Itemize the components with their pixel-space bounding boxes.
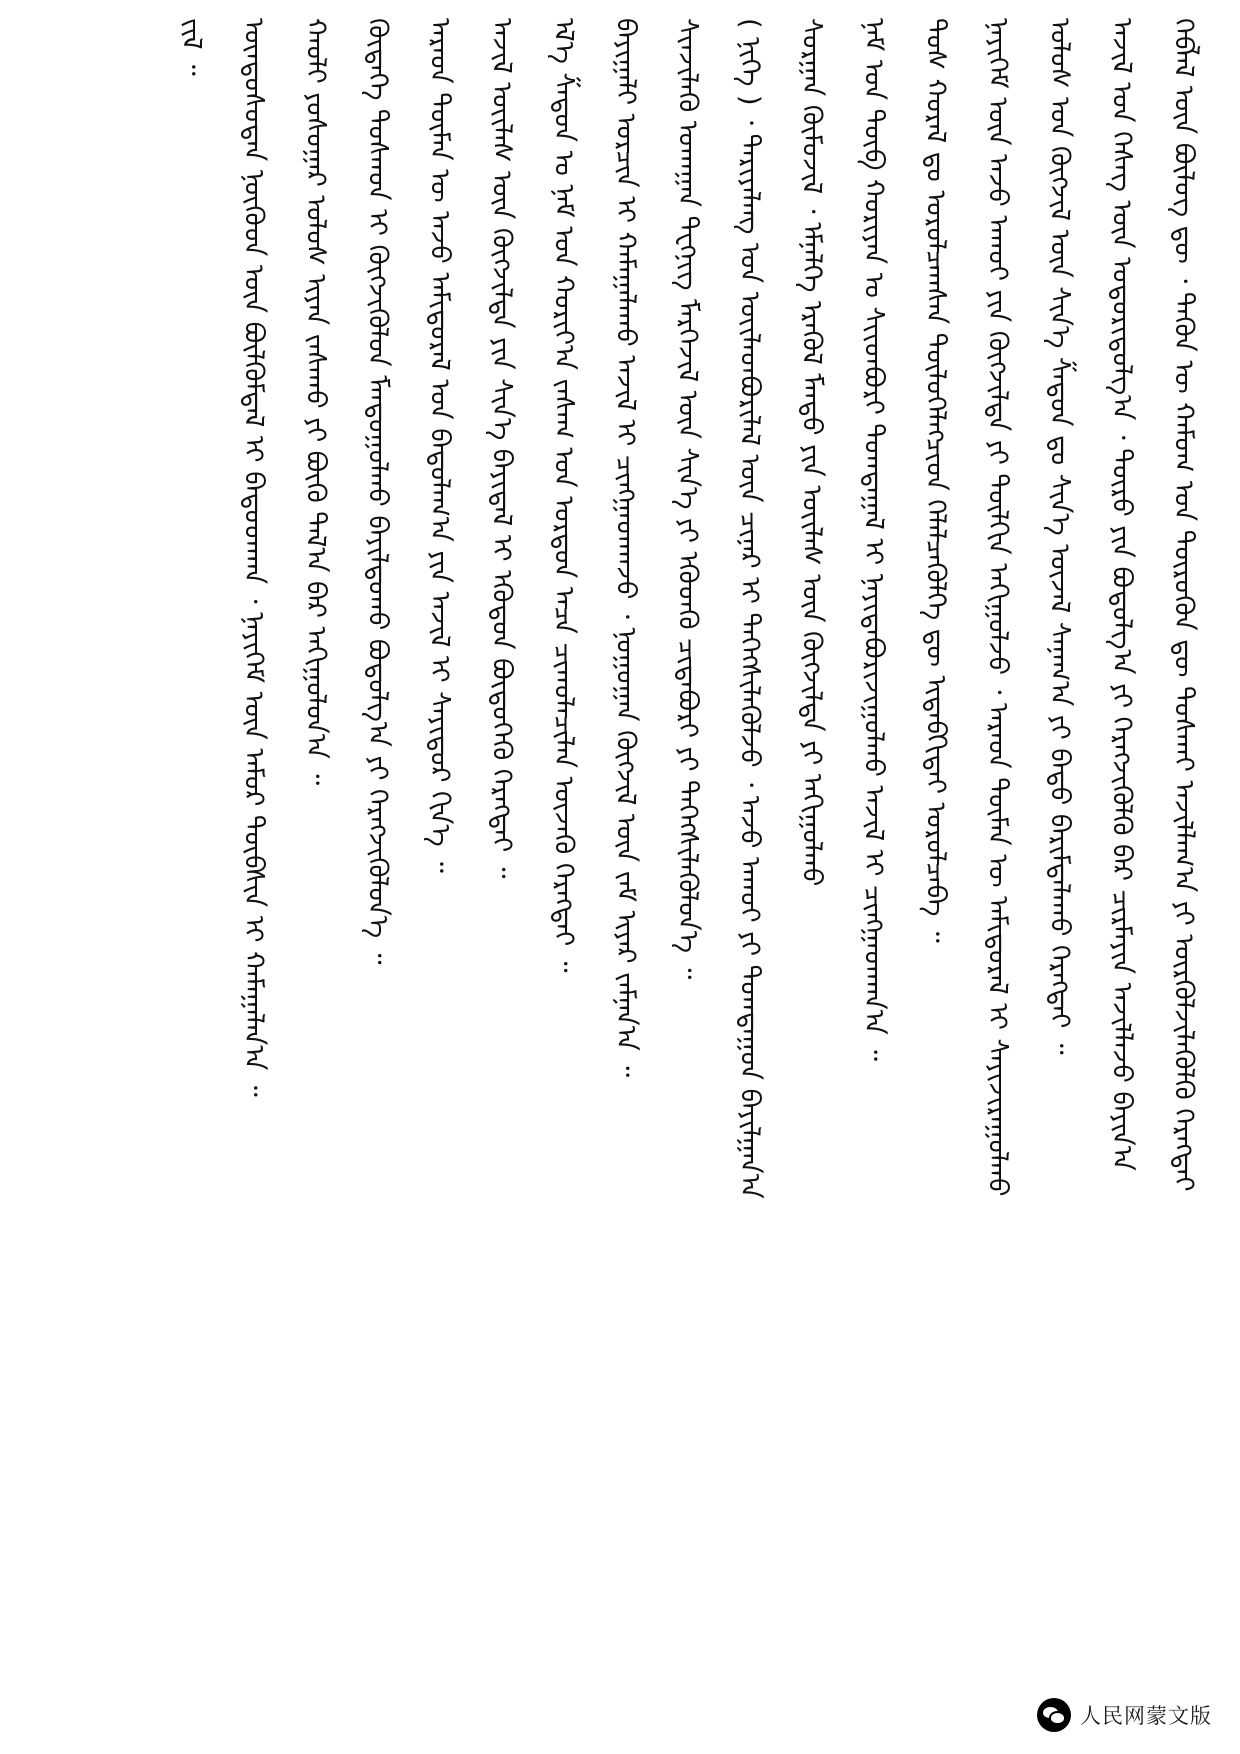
- source-badge-label: 人民网蒙文版: [1080, 1704, 1212, 1728]
- text-column: ᠨᠠᠮ ᠤᠨ ᠲᠥᠪ ᠬᠣᠷᠢᠶᠠᠨ ᠤ ᠰᠢᠢᠳᠪᠦᠷᠢ ᠲᠣᠭᠲᠠᠭᠠᠯ ᠢ ᠨᠠᠶᠢᠳᠠᠪᠤᠷᠢᠵᠢᠭᠤᠯᠬᠤ ᠠᠵᠢᠯ ᠢ ᠴᠢᠩᠭᠠᠳᠬᠠᠨ᠎ᠠ ᠃: [858, 18, 889, 1062]
- text-column: ᠰᠤᠷᠭᠠᠨ ᠬᠥᠮᠦᠵᠢᠯ ᠂ ᠡᠮᠨᠡᠯᠭᠡ ᠡᠷᠡᠭᠦᠯ ᠮᠡᠨᠳᠦ ᠶᠢᠨ ᠦᠢᠯᠡᠰ ᠦᠨ ᠬᠥᠭᠵᠢᠯᠲᠡ ᠶᠢ ᠠᠬᠢᠭᠤᠯᠬᠤ: [796, 18, 827, 887]
- text-column: ᠡᠯ᠎ᠡ ᠱᠠᠲᠤᠨ ᠤ ᠨᠠᠮ ᠤᠨ ᠬᠣᠷᠢᠶ᠎ᠠ ᠵᠠᠰᠠᠭ ᠤᠨ ᠣᠷᠳᠤᠨ ᠠᠴᠠ ᠴᠢᠬᠤᠯᠠᠴᠢᠯᠠᠨ ᠦᠵᠡᠬᠦ ᠬᠡᠷᠡᠭᠲᠡᠢ ᠃: [548, 18, 579, 973]
- text-column: ( ᠨᠢᠭᠡ ) ᠂ ᠲᠠᠷᠢᠶᠠᠯᠠᠩ ᠤᠨ ᠦᠢᠯᠡᠳᠪᠦᠷᠢᠯᠡᠯ ᠦᠨ ᠴᠢᠨᠠᠷ ᠢ ᠳᠡᠭᠡᠭᠰᠢᠯᠡᠭᠦᠯᠵᠦ ᠂ ᠠᠵᠤ ᠠᠬᠤᠢ ᠶᠢ ᠲᠣᠭᠲᠠᠭᠤᠨ ᠪᠠᠶᠢᠯᠭᠠᠨ᠎ᠠ: [734, 18, 765, 1199]
- text-column: ᠵᠢᠯ ᠃: [176, 18, 207, 76]
- text-column: ᠬᠡᠪᠯᠡᠯ ᠦᠨ ᠪᠦᠯᠦᠭ ᠳᠦ ᠂ ᠲᠡᠭᠦᠨ ᠦ ᠬᠠᠮᠤᠭ ᠤᠨ ᠲᠦᠷᠦᠭᠦᠨ ᠳᠦ ᠲᠤᠰᠬᠠᠢ ᠠᠵᠢᠯᠯᠠᠭ᠎ᠠ ᠶᠢ ᠦᠷᠭᠦᠯᠵᠢᠯᠡᠭᠦᠯᠬᠦ ᠬᠡᠷᠡᠭᠲᠡᠢ: [1168, 18, 1199, 1192]
- text-column: ᠠᠵᠢᠯ ᠤᠨ ᠬᠡᠰᠡᠭ ᠦᠨ ᠤᠳᠤᠷᠢᠳᠤᠯᠭ᠎ᠠ ᠂ ᠲᠦᠷᠦ ᠶᠢᠨ ᠪᠣᠳᠤᠯᠭ᠎ᠠ ᠶᠢ ᠬᠡᠷᠡᠭᠵᠢᠭᠦᠯᠬᠦ ᠪᠡᠷ ᠴᠢᠷᠮᠠᠶᠢᠨ ᠠᠵᠢᠯᠯᠠᠵᠤ ᠪᠠᠶᠢᠨ᠎ᠠ: [1106, 18, 1137, 1171]
- wechat-icon: [1037, 1698, 1071, 1732]
- source-badge: [1037, 1698, 1212, 1732]
- text-column: ᠪᠠᠶᠢᠭᠠᠯᠢ ᠣᠷᠴᠢᠨ ᠢ ᠬᠠᠮᠠᠭᠠᠯᠠᠬᠤ ᠠᠵᠢᠯ ᠢ ᠴᠢᠩᠭᠠᠳᠬᠠᠵᠤ ᠂ ᠨᠣᠭᠤᠭᠠᠨ ᠬᠥᠭᠵᠢᠯ ᠦᠨ ᠵᠠᠮ ᠢᠶᠠᠷ ᠵᠠᠮᠨᠠᠨ᠎ᠠ ᠃: [610, 18, 641, 1078]
- text-column: ᠠᠵᠢᠯ ᠦᠢᠯᠡᠰ ᠦᠨ ᠬᠥᠭᠵᠢᠯᠲᠡ ᠶᠢᠨ ᠰᠢᠨ᠎ᠡ ᠪᠠᠶᠢᠳᠠᠯ ᠢ ᠡᠭᠦᠳᠦᠨ ᠪᠦᠲᠦᠭᠡᠬᠦ ᠬᠡᠷᠡᠭᠲᠡᠢ ᠃: [486, 18, 517, 879]
- text-column: ᠰᠢᠨᠵᠢᠯᠡᠬᠦ ᠤᠬᠠᠭᠠᠨ ᠲᠧᠭᠨᠢᠭ ᠮᠡᠷᠭᠡᠵᠢᠯ ᠦᠨ ᠰᠢᠨ᠎ᠡ ᠶᠢ ᠡᠭᠦᠳᠬᠦ ᠴᠢᠳᠠᠪᠤᠷᠢ ᠶᠢ ᠳᠡᠭᠡᠭᠰᠢᠯᠡᠭᠦᠯᠦᠨ᠎ᠡ ᠃: [672, 18, 703, 980]
- text-column: ᠠᠷᠠᠳ ᠲᠦᠮᠡᠨ ᠦ ᠠᠵᠤ ᠠᠮᠢᠳᠤᠷᠠᠯ ᠤᠨ ᠪᠠᠲᠤᠯᠠᠭ᠎ᠠ ᠶᠢᠨ ᠠᠵᠢᠯ ᠢ ᠰᠠᠶᠢᠲᠤᠷ ᠬᠢᠨ᠎ᠡ ᠃: [424, 18, 455, 873]
- text-column: ᠬᠠᠤᠯᠢ ᠶᠣᠰᠤᠭᠠᠷ ᠤᠯᠤᠰ ᠢᠶᠠᠨ ᠵᠠᠰᠠᠬᠤ ᠶᠢ ᠪᠦᠬᠦ ᠲᠠᠯ᠎ᠠ ᠪᠠᠷ ᠠᠬᠢᠭᠤᠯᠤᠨ᠎ᠠ ᠃: [300, 18, 331, 786]
- text-column: ᠤᠯᠤᠰ ᠤᠨ ᠬᠥᠭᠵᠢᠯ ᠦᠨ ᠰᠢᠨ᠎ᠡ ᠱᠠᠲᠤᠨ ᠳᠤ ᠰᠢᠨ᠎ᠡ ᠦᠵᠡᠯ ᠰᠠᠨᠠᠭ᠎ᠠ ᠶᠢ ᠪᠠᠲᠤ ᠪᠠᠷᠢᠮᠲᠠᠯᠠᠬᠤ ᠬᠡᠷᠡᠭᠲᠡᠢ ᠃: [1044, 18, 1075, 1055]
- document-body: [24, 18, 1214, 1658]
- text-column: ᠬᠥᠳᠡᠭᠡ ᠲᠣᠰᠬᠤᠨ ᠢ ᠬᠥᠭᠵᠢᠭᠦᠯᠦᠨ ᠮᠠᠨᠳᠤᠭᠤᠯᠬᠤ ᠪᠠᠶᠢᠯᠳᠤᠬᠤ ᠪᠣᠳᠤᠯᠭ᠎ᠠ ᠶᠢ ᠬᠡᠷᠡᠭᠵᠢᠭᠦᠯᠦᠨ᠎ᠡ ᠃: [362, 18, 393, 965]
- text-column: ᠲᠤᠰ ᠬᠤᠷᠠᠯ ᠳᠤ ᠣᠷᠤᠯᠴᠠᠭᠰᠠᠨ ᠲᠥᠯᠥᠭᠡᠯᠡᠭᠴᠢᠳ ᠬᠡᠯᠡᠯᠴᠡᠭᠦᠯᠭᠡ ᠳᠦ ᠢᠳᠡᠪᠬᠢᠲᠡᠢ ᠣᠷᠤᠯᠴᠠᠪᠠ ᠃: [920, 18, 951, 943]
- text-column: ᠦᠨᠳᠦᠰᠦᠲᠡᠨ ᠨᠦᠭᠦᠳ ᠦᠨ ᠪᠦᠯᠬᠦᠮᠳᠡᠯ ᠢ ᠪᠠᠲᠤᠳᠬᠠᠨ ᠂ ᠨᠡᠶᠢᠭᠡᠮ ᠦᠨ ᠠᠮᠤᠷ ᠲᠦᠪᠰᠢᠨ ᠢ ᠬᠠᠮᠠᠭᠠᠯᠠᠨ᠎ᠠ ᠃: [238, 18, 269, 1097]
- text-column: ᠨᠡᠶᠢᠭᠡᠮ ᠦᠨ ᠠᠵᠤ ᠠᠬᠤᠢ ᠶᠢᠨ ᠬᠥᠭᠵᠢᠯᠲᠡ ᠶᠢ ᠲᠦᠯᠬᠢᠨ ᠠᠬᠢᠭᠤᠯᠵᠤ ᠂ ᠠᠷᠠᠳ ᠲᠦᠮᠡᠨ ᠦ ᠠᠮᠢᠳᠤᠷᠠᠯ ᠢ ᠰᠠᠶᠢᠵᠢᠷᠠᠭᠤᠯᠬᠤ: [982, 18, 1013, 1197]
